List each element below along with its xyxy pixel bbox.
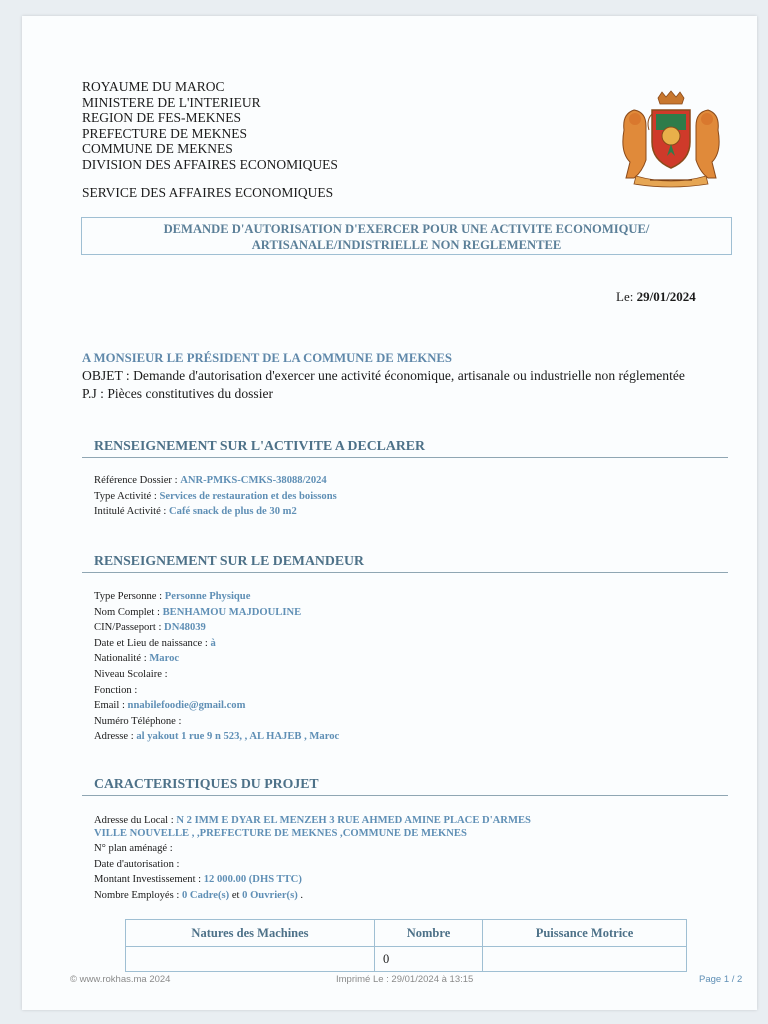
section-heading-demandeur: RENSEIGNEMENT SUR LE DEMANDEUR	[82, 553, 728, 573]
footer-website: © www.rokhas.ma 2024	[70, 974, 171, 985]
field-label: Type Activité :	[94, 490, 160, 502]
section-heading-projet: CARACTERISTIQUES DU PROJET	[82, 776, 728, 796]
service-name: SERVICE DES AFFAIRES ECONOMIQUES	[82, 185, 334, 200]
field-label: CIN/Passeport :	[94, 622, 165, 634]
title-line-2: ARTISANALE/INDISTRIELLE NON REGLEMENTEE	[251, 237, 562, 252]
date-label: Le:	[616, 289, 634, 304]
recipient: A MONSIEUR LE PRÉSIDENT DE LA COMMUNE DE MEKNES	[82, 351, 452, 365]
field-cin	[94, 620, 339, 636]
field-value: BENHAMOU MAJDOULINE	[162, 606, 302, 618]
field-value: N 2 IMM E DYAR EL MENZEH 3 RUE AHMED AMINE PLACE D'ARMES	[176, 815, 531, 826]
field-nationalite	[94, 651, 339, 667]
date-value: 29/01/2024	[636, 289, 696, 304]
section-heading-activite: RENSEIGNEMENT SUR L'ACTIVITE A DECLARER	[82, 438, 728, 458]
field-plan-amenage: N° plan aménagé :	[94, 843, 173, 855]
field-value: à	[210, 637, 216, 649]
field-value: 0 Ouvrier(s)	[242, 889, 298, 901]
royal-coat-of-arms-icon	[616, 90, 726, 188]
field-niveau-scolaire	[94, 667, 339, 683]
field-type-activite	[94, 489, 337, 505]
field-value: Services de restauration et des boissons	[159, 490, 337, 502]
field-label: Numéro Téléphone :	[94, 715, 182, 727]
title-line-1: DEMANDE D'AUTORISATION D'EXERCER POUR UNE ACTIVITE ECONOMIQUE/	[163, 222, 650, 236]
projet-fields	[94, 813, 531, 904]
field-fonction	[94, 683, 339, 699]
footer-page-number: Page 1 / 2	[699, 974, 743, 985]
field-label: Fonction :	[94, 684, 138, 696]
field-label: Montant Investissement :	[94, 874, 204, 886]
column-header: Puissance Motrice	[483, 920, 687, 947]
field-label: Date et Lieu de naissance :	[94, 637, 211, 649]
field-label: Nationalité :	[94, 653, 150, 665]
field-adresse-local-cont: VILLE NOUVELLE , ,PREFECTURE DE MEKNES ,COMMUNE DE MEKNES	[94, 827, 467, 839]
field-connector: et	[229, 889, 243, 901]
field-naissance	[94, 636, 339, 652]
field-label: Adresse du Local :	[94, 815, 177, 826]
field-label: Nom Complet :	[94, 606, 163, 618]
field-label: Intitulé Activité :	[94, 506, 170, 518]
document-date	[616, 289, 696, 305]
pj-line: P.J : Pièces constitutives du dossier	[82, 386, 274, 401]
letterhead-line: ROYAUME DU MAROC	[82, 79, 225, 94]
field-telephone	[94, 714, 339, 730]
field-value: Café snack de plus de 30 m2	[169, 506, 297, 518]
field-nom-complet	[94, 605, 339, 621]
letterhead-line: COMMUNE DE MEKNES	[82, 141, 233, 157]
machines-table	[125, 919, 687, 972]
letterhead-line: MINISTERE DE L'INTERIEUR	[82, 94, 261, 110]
objet-line: OBJET : Demande d'autorisation d'exercer une activité économique, artisanale ou industrielle non réglementée	[82, 368, 685, 383]
field-label: Type Personne :	[94, 591, 165, 602]
field-employes	[94, 888, 531, 904]
table-header-row	[126, 920, 687, 947]
table-row	[126, 947, 687, 972]
field-label: Adresse :	[94, 731, 137, 743]
field-value: 0 Cadre(s)	[181, 889, 230, 901]
field-date-autorisation: Date d'autorisation :	[94, 858, 180, 870]
field-reference	[94, 473, 337, 489]
table-cell	[126, 947, 375, 972]
field-value: nnabilefoodie@gmail.com	[127, 700, 246, 712]
letterhead	[82, 79, 338, 173]
field-label: Référence Dossier :	[94, 475, 181, 486]
field-investissement	[94, 872, 531, 888]
document-page	[22, 16, 757, 1010]
field-label: Email :	[94, 700, 128, 712]
field-value: DN48039	[164, 622, 206, 634]
column-header: Natures des Machines	[126, 920, 375, 947]
field-value: Maroc	[149, 653, 180, 665]
letterhead-line: PREFECTURE DE MEKNES	[82, 125, 248, 141]
document-title	[81, 217, 732, 255]
activite-fields	[94, 473, 337, 520]
letterhead-line: REGION DE FES-MEKNES	[82, 110, 242, 126]
field-label: Nombre Employés :	[94, 889, 182, 901]
letterhead-line: DIVISION DES AFFAIRES ECONOMIQUES	[82, 156, 338, 172]
field-type-personne	[94, 589, 339, 605]
field-intitule-activite	[94, 504, 337, 520]
table-cell	[483, 947, 687, 972]
field-adresse	[94, 729, 339, 745]
column-header: Nombre	[375, 920, 483, 947]
footer-printed-date: Imprimé Le : 29/01/2024 à 13:15	[336, 974, 474, 985]
field-label: Niveau Scolaire :	[94, 668, 168, 680]
demandeur-fields	[94, 589, 339, 745]
field-value: ANR-PMKS-CMKS-38088/2024	[180, 475, 327, 486]
field-value: 12 000.00 (DHS TTC)	[203, 874, 302, 886]
field-connector: .	[297, 889, 304, 901]
field-value: Personne Physique	[164, 591, 251, 602]
field-value: al yakout 1 rue 9 n 523, , AL HAJEB , Maroc	[136, 731, 340, 743]
field-email	[94, 698, 339, 714]
table-cell: 0	[375, 947, 483, 972]
